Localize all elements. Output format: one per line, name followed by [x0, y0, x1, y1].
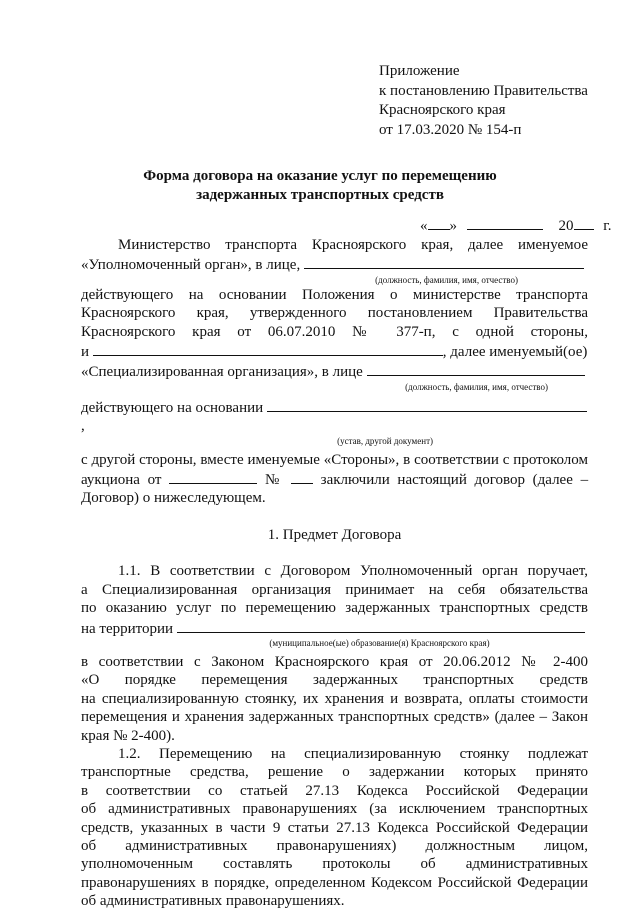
title-line: задержанных транспортных средств — [196, 187, 444, 203]
fill-blank — [169, 469, 257, 484]
field-hint: (муниципальное(ые) образование(я) Красноярского края) — [269, 637, 490, 648]
title-line: Форма договора на оказание услуг по перемещению — [143, 168, 497, 184]
text-line: правонарушениях в порядке, определенном Кодексом Российской Федерации — [81, 874, 588, 891]
date-line: « » 20 г. — [420, 215, 611, 236]
text-line: а Специализированная организация принимает на себя обязательства — [81, 581, 588, 598]
text-line: края № 2-400). — [81, 727, 175, 744]
appendix-line: Красноярского края — [379, 102, 506, 118]
fill-blank — [177, 618, 585, 633]
fill-blank — [267, 397, 587, 412]
text-line: по оказанию услуг по перемещению задержанных транспортных средств — [81, 600, 588, 617]
text-line: в соответствии со статьей 27.13 Кодекса Российской Федерации — [81, 782, 588, 799]
fill-blank — [291, 469, 313, 484]
text-line: об административных правонарушениях (за исключением транспортных — [81, 801, 588, 818]
text-line: и , далее именуемый(ое) — [81, 341, 588, 361]
field-hint: (должность, фамилия, имя, отчество) — [375, 274, 518, 285]
text-line: на территории — [81, 618, 588, 638]
text-line: «Уполномоченный орган», в лице, — [81, 254, 588, 274]
text-line: Министерство транспорта Красноярского края, далее именуемое — [118, 237, 588, 253]
fill-blank — [367, 361, 585, 376]
text-line: средств, указанных в части 9 статьи 27.13 Кодекса Российской Федерации — [81, 819, 588, 836]
fill-blank — [93, 341, 443, 356]
text-line: перемещения и хранения задержанных транспортных средств» (далее – Закон — [81, 709, 588, 726]
text-line: на специализированную стоянку, их хранения и возврата, оплаты стоимости — [81, 690, 588, 707]
appendix-header — [379, 62, 588, 140]
appendix-line: к постановлению Правительства — [379, 82, 588, 99]
text-line: в соответствии с Законом Красноярского края от 20.06.2012 № 2-400 — [81, 653, 588, 670]
field-hint: (устав, другой документ) — [337, 435, 433, 446]
text-line: транспортные средства, решение о задержании которых принято — [81, 764, 588, 781]
appendix-line: Приложение — [379, 63, 460, 79]
text-line: Договор) о нижеследующем. — [81, 490, 266, 507]
text-line: Красноярского края от 06.07.2010 № 377-п, с одной стороны, — [81, 323, 588, 340]
month-blank — [467, 215, 543, 230]
document-title — [0, 167, 640, 205]
year-blank — [574, 215, 594, 230]
document-body — [81, 236, 588, 911]
text-line: «О порядке перемещения задержанных транспортных средств — [81, 672, 588, 689]
text-line: Красноярского края, утвержденного постановлением Правительства — [81, 305, 588, 322]
text-line: аукциона от № заключили настоящий договор (далее – — [81, 469, 588, 489]
text-line: с другой стороны, вместе именуемые «Стороны», в соответствии с протоколом — [81, 451, 588, 468]
text-line: 1.1. В соответствии с Договором Уполномоченный орган поручает, — [118, 563, 588, 580]
text-line: «Специализированная организация», в лице — [81, 361, 588, 381]
text-line: действующего на основании , — [81, 397, 588, 436]
fill-blank — [304, 254, 584, 269]
field-hint: (должность, фамилия, имя, отчество) — [405, 381, 548, 392]
day-blank — [428, 215, 450, 230]
text-line: уполномоченным составлять протоколы об административных — [81, 856, 588, 873]
section-heading: 1. Предмет Договора — [267, 526, 402, 543]
appendix-line: от 17.03.2020 № 154-п — [379, 121, 522, 138]
text-line: 1.2. Перемещению на специализированную стоянку подлежат — [118, 745, 588, 762]
text-line: об административных правонарушениях) должностным лицом, — [81, 837, 588, 854]
text-line: действующего на основании Положения о министерстве транспорта — [81, 286, 588, 303]
text-line: об административных правонарушениях. — [81, 893, 345, 910]
